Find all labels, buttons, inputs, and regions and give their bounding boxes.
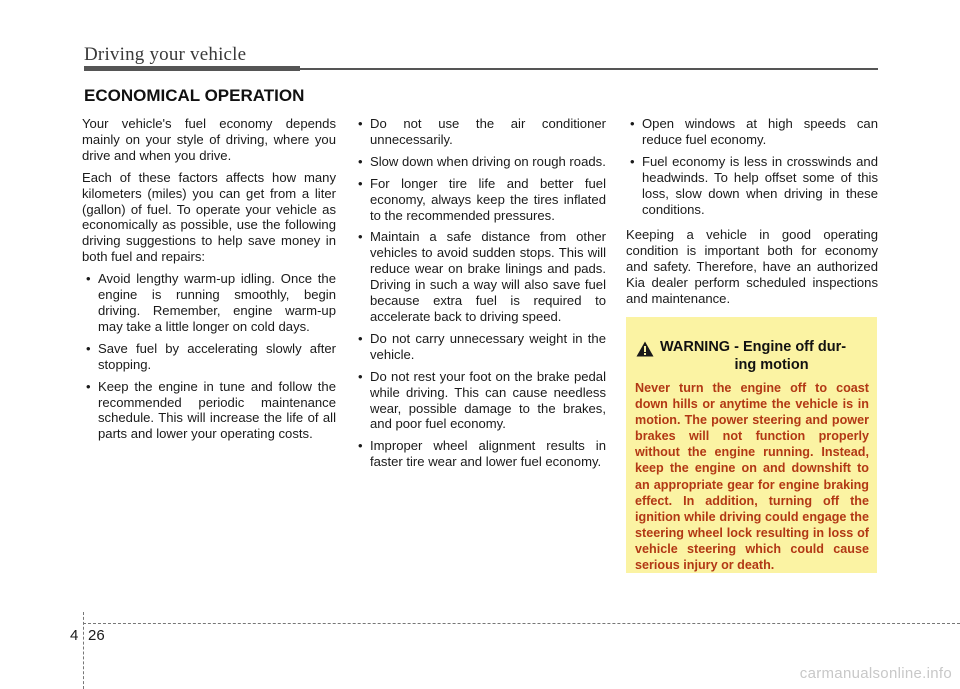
list-item: • Maintain a safe distance from other vehicles to avoid sudden stops. This will reduce wear on brake linings and pads. Driving in such a way will also save fuel because extra fuel is required to accelerate back to driving speed. xyxy=(358,229,606,324)
page-number: 26 xyxy=(88,627,105,644)
list-item: • Fuel economy is less in crosswinds and headwinds. To help offset some of this loss, slow down when driving in these conditions. xyxy=(630,153,878,217)
bullet-icon: • xyxy=(86,340,91,356)
bullet-icon: • xyxy=(630,116,635,131)
warning-title: WARNING - Engine off dur- xyxy=(660,339,847,355)
column-2 xyxy=(354,116,606,476)
list-item: • Improper wheel alignment results in faster tire wear and lower fuel economy. xyxy=(358,438,606,470)
header-rule-thick xyxy=(84,66,300,71)
watermark: carmanualsonline.info xyxy=(799,665,952,682)
list-item: • Avoid lengthy warm-up idling. Once the engine is running smoothly, begin driving. Remember, engine warm-up may take a little longer on cold days. xyxy=(86,271,336,334)
warning-title-continued: ing motion xyxy=(734,357,809,373)
column-1 xyxy=(82,116,336,448)
tips-list-1 xyxy=(82,271,336,442)
tips-list-3 xyxy=(626,116,878,217)
section-title: ECONOMICAL OPERATION xyxy=(84,86,305,105)
warning-body: Never turn the engine off to coast down hills or anytime the vehicle is in motion. The power steering and power brakes will not function properly without the engine running. Instead, keep the engine on and downshift to an appropriate gear for engine braking effect. In addition, turning off the ignition while driving could engage the steering wheel lock resulting in loss of vehicle steering which could cause serious injury or death. xyxy=(635,381,869,573)
list-item: • Save fuel by accelerating slowly after stopping. xyxy=(86,340,336,372)
footer-horizontal-rule xyxy=(83,623,960,624)
list-item: • Do not rest your foot on the brake pedal while driving. This can cause needless wear, possible damage to the brakes, and poor fuel economy. xyxy=(358,368,606,432)
bullet-icon: • xyxy=(358,116,363,131)
list-item: • Keep the engine in tune and follow the recommended periodic maintenance schedule. This will increase the life of all parts and lower your operating costs. xyxy=(86,378,336,442)
bullet-icon: • xyxy=(358,153,363,169)
bullet-icon: • xyxy=(630,153,635,169)
bullet-icon: • xyxy=(358,330,363,346)
column-3 xyxy=(626,116,878,313)
bullet-icon: • xyxy=(86,271,91,287)
list-item: • Slow down when driving on rough roads. xyxy=(358,153,606,169)
tips-list-2 xyxy=(354,116,606,470)
header-rule-thin xyxy=(300,68,878,70)
warning-box xyxy=(626,317,877,573)
warning-triangle-icon xyxy=(636,341,654,357)
header-title: Driving your vehicle xyxy=(84,44,247,65)
intro-paragraph-2: Each of these factors affects how many kilometers (miles) you can get from a liter (gallon) of fuel. To operate your vehicle as economically as possible, use the following driving suggestions to help save money in both fuel and repairs: xyxy=(82,169,336,265)
bullet-icon: • xyxy=(358,368,363,384)
list-item: • Do not carry unnecessary weight in the vehicle. xyxy=(358,330,606,362)
list-item: • Do not use the air conditioner unnecessarily. xyxy=(358,116,606,147)
bullet-icon: • xyxy=(86,378,91,394)
list-item: • For longer tire life and better fuel economy, always keep the tires inflated to the recommended pressures. xyxy=(358,175,606,223)
list-item: • Open windows at high speeds can reduce fuel economy. xyxy=(630,116,878,147)
bullet-icon: • xyxy=(358,438,363,454)
chapter-number: 4 xyxy=(70,627,79,644)
bullet-icon: • xyxy=(358,229,363,245)
intro-paragraph-1: Your vehicle's fuel economy depends mainly on your style of driving, where you drive and when you drive. xyxy=(82,116,336,163)
bullet-icon: • xyxy=(358,175,363,191)
maintenance-paragraph: Keeping a vehicle in good operating condition is important both for economy and safety. Therefore, have an authorized Kia dealer perform scheduled inspections and maintenance. xyxy=(626,227,878,307)
